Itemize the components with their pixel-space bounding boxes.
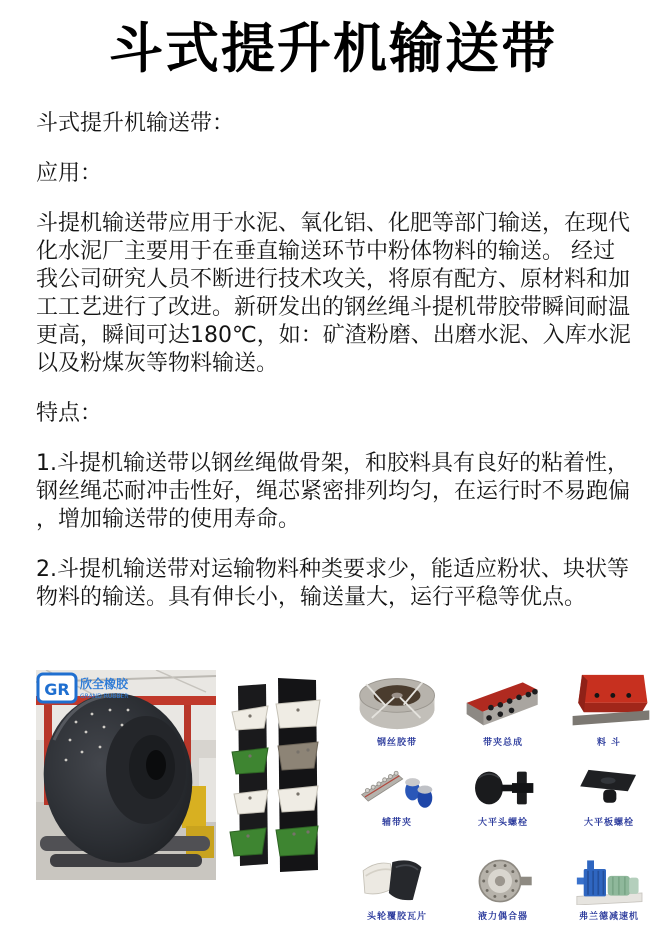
brand-monogram: GR: [44, 680, 70, 699]
product-label: 料 斗: [596, 738, 622, 748]
product-label: 大平板螺栓: [583, 818, 634, 828]
product-gallery: [0, 662, 666, 932]
product-thumb-fluid-coupling: [450, 830, 556, 924]
aux-belt-clamp-icon: [360, 765, 434, 811]
product-label: 带夹总成: [482, 738, 523, 748]
application-heading: 应用：: [36, 161, 103, 186]
product-thumb-aux-clamp: [344, 750, 450, 830]
product-label: 液力偶合器: [477, 912, 528, 922]
gear-reducer-icon: [570, 857, 647, 905]
product-thumb-flat-head-bolt: [450, 750, 556, 830]
product-thumb-steel-wire-belt: [344, 662, 450, 750]
flat-head-bolt-icon: [466, 765, 540, 811]
flat-plate-bolt-icon: [572, 765, 646, 811]
wrapped-belt-roll-icon: [355, 673, 439, 731]
feature-item-1: 1.斗提机输送带以钢丝绳做骨架，和胶料具有良好的粘着性，钢丝绳芯耐冲击性好，绳芯紧密排列均匀，在运行时不易跑偏，增加输送带的使用寿命。: [36, 451, 631, 532]
product-label: 大平头螺栓: [477, 818, 528, 828]
intro-label: 斗式提升机输送带：: [36, 111, 235, 136]
belt-clamp-assembly-icon: [461, 673, 545, 731]
article-body: [36, 110, 632, 634]
product-thumb-gear-reducer: [556, 830, 662, 924]
product-label: 辅带夹: [381, 818, 412, 828]
product-label: 头轮覆胶瓦片: [366, 912, 427, 922]
product-label: 钢丝胶带: [376, 738, 417, 748]
features-heading: 特点：: [36, 401, 103, 426]
brand-name-en: GRAND RUBBER: [80, 693, 129, 700]
bucket-board-photo: [228, 676, 328, 874]
product-thumb-lagging-tiles: [344, 830, 450, 924]
belt-roll-photo: [36, 670, 216, 880]
application-paragraph: 斗提机输送带应用于水泥、氧化铝、化肥等部门输送，在现代化水泥厂主要用于在垂直输送环节中粉体物料的输送。 经过我公司研究人员不断进行技术攻关，将原有配方、原材料和加工工艺进行了改进。新研发出的钢丝绳斗提机带胶带瞬间耐温更高，瞬间可达180℃，如：矿渣粉磨、出磨水泥、入库水泥以及粉煤灰等物料输送。: [36, 211, 631, 376]
product-grid: [344, 662, 662, 924]
product-thumb-flat-plate-bolt: [556, 750, 662, 830]
product-thumb-bucket: [556, 662, 662, 750]
head-pulley-lagging-icon: [358, 857, 435, 905]
page-title: 斗式提升机输送带: [109, 17, 557, 80]
brand-logo: [38, 674, 129, 702]
elevator-bucket-icon: [567, 673, 651, 731]
product-thumb-clamp-assembly: [450, 662, 556, 750]
brand-name-cn: 欣全橡胶: [80, 677, 129, 691]
product-label: 弗兰德减速机: [578, 912, 639, 922]
feature-item-2: 2.斗提机输送带对运输物料种类要求少，能适应粉状、块状等物料的输送。具有伸长小，输送量大，运行平稳等优点。: [36, 557, 629, 610]
fluid-coupling-icon: [464, 857, 541, 905]
